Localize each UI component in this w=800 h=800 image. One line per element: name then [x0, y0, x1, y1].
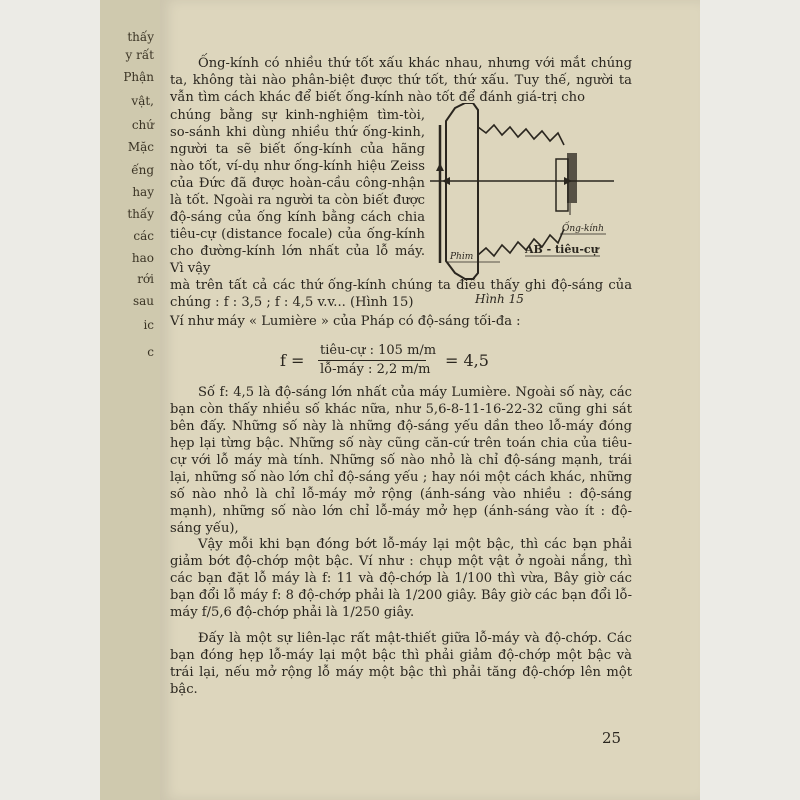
formula-label: f = [280, 351, 305, 370]
paragraph-text: mà trên tất cả các thứ ống-kính chúng ta điều thấy ghi độ-sáng của chúng : f : 3,5 ; f : 4,5 v.v... (Hình 15) [170, 278, 632, 310]
label-lens: Ống-kính [562, 224, 604, 234]
formula-denominator: lỗ-máy : 2,2 m/m [320, 362, 431, 377]
left-page-fragment: Phận [123, 70, 154, 84]
left-page-edge [100, 0, 163, 800]
paragraph-text: Đấy là một sự liên-lạc rất mật-thiết giữa lỗ-máy và độ-chớp. Các bạn đóng hẹp lỗ-máy lại một bậc thì phải giảm độ-chớp một bậc và trái lại, nếu mở rộng lỗ máy một bậc thì phải tăng độ-chớp lên một bậc. [170, 631, 632, 697]
page-number: 25 [602, 729, 622, 747]
formula-result: = 4,5 [445, 351, 489, 370]
paragraph-intro [170, 55, 632, 106]
left-page-fragment: thấy [127, 30, 154, 44]
left-page-fragment: rới [137, 272, 154, 286]
left-page-fragment: c [147, 345, 154, 359]
lens-element [567, 153, 577, 203]
paragraph-wrap-figure [170, 107, 425, 277]
paragraph-shutter-example [170, 536, 632, 621]
paragraph-conclusion [170, 630, 632, 698]
paragraph-text: Ống-kính có nhiều thứ tốt xấu khác nhau, nhưng với mắt chúng ta, không tài nào phân-biệt được thứ tốt, thứ xấu. Tuy thế, người ta vẫn tìm cách khác để biết ống-kính nào tốt để đánh giá-trị cho [170, 56, 632, 105]
paragraph-text: Ví như máy « Lumière » của Pháp có độ-sáng tối-đa : [170, 314, 521, 329]
fraction-bar [318, 360, 426, 361]
formula-numerator: tiêu-cự : 105 m/m [320, 343, 437, 358]
left-page-fragment: hao [131, 251, 154, 265]
paragraph-f-numbers [170, 384, 632, 537]
left-page-fragment: thấy [127, 207, 154, 221]
left-page-fragment: các [133, 229, 154, 243]
left-page-fragment: ic [143, 318, 154, 332]
left-page-fragment: Mặc [127, 140, 154, 154]
left-page-fragment: y rất [125, 48, 154, 62]
paragraph-text: Số f: 4,5 là độ-sáng lớn nhất của máy Lumière. Ngoài số này, các bạn còn thấy nhiều số khác nữa, như 5,6-8-11-16-22-32 cũng ghi sát bên đấy. Những số này là những độ-sáng yếu dần theo lỗ-máy đóng hẹp lại từng bậc. Những số này cũng căn-cứ trên toán chia của tiêu-cự với lỗ máy mà tính. Những số nào nhỏ là chỉ độ-sáng mạnh, trái lại, những số nào lớn chỉ độ-sáng yếu ; hay nói một cách khác, những số nào nhỏ là chỉ lỗ-máy mở rộng (ánh-sáng vào nhiều : độ-sáng mạnh), những số nào lớn chỉ lỗ-máy mở hẹp (ánh-sáng vào ít : độ-sáng yếu), [170, 385, 632, 536]
paragraph-text: chúng bằng sự kinh-nghiệm tìm-tòi, so-sánh khi dùng nhiều thứ ống-kinh, người ta sẽ biết ống-kính của hãng nào tốt, ví-dụ như ống-kính hiệu Zeiss của Đức đã được hoàn-cầu công-nhận là tốt. Ngoài ra người ta còn biết được độ-sáng của ống kính bằng cách chia tiêu-cự (distance focale) của ống-kính cho đường-kính lớn nhất của lỗ máy. Vì vậy [170, 108, 425, 276]
focal-point-arrow [436, 163, 444, 171]
lens-barrel [556, 159, 568, 211]
bellows [478, 125, 564, 256]
camera-lens-diagram [430, 103, 650, 285]
paragraph-text: Vậy mỗi khi bạn đóng bớt lỗ-máy lại một bậc, thì các bạn phải giảm bớt độ-chớp một bậc. Ví như : chụp một vật ở ngoài nắng, thì các bạn đặt lỗ máy là f: 11 và độ-chớp là 1/100 thì vừa, Bây giờ các bạn đổi lỗ máy f: 8 độ-chớp phải là 1/200 giây. Bây giờ các bạn đổi lỗ-máy f/5,6 độ-chớp phải là 1/250 giây. [170, 537, 632, 620]
label-film: Phim [450, 252, 474, 262]
left-page-fragment: hay [132, 185, 154, 199]
left-page-fragment: vật, [131, 94, 154, 108]
left-page-fragment: sau [132, 294, 154, 308]
focal-ratio-formula [280, 343, 540, 377]
figure-caption: Hình 15 [475, 292, 524, 306]
left-page-fragment: chứ [131, 118, 154, 132]
paragraph-lumiere [170, 313, 632, 330]
left-page-fragment: ếng [131, 163, 154, 177]
label-focal-length: AB - tiêu-cự [525, 243, 599, 256]
